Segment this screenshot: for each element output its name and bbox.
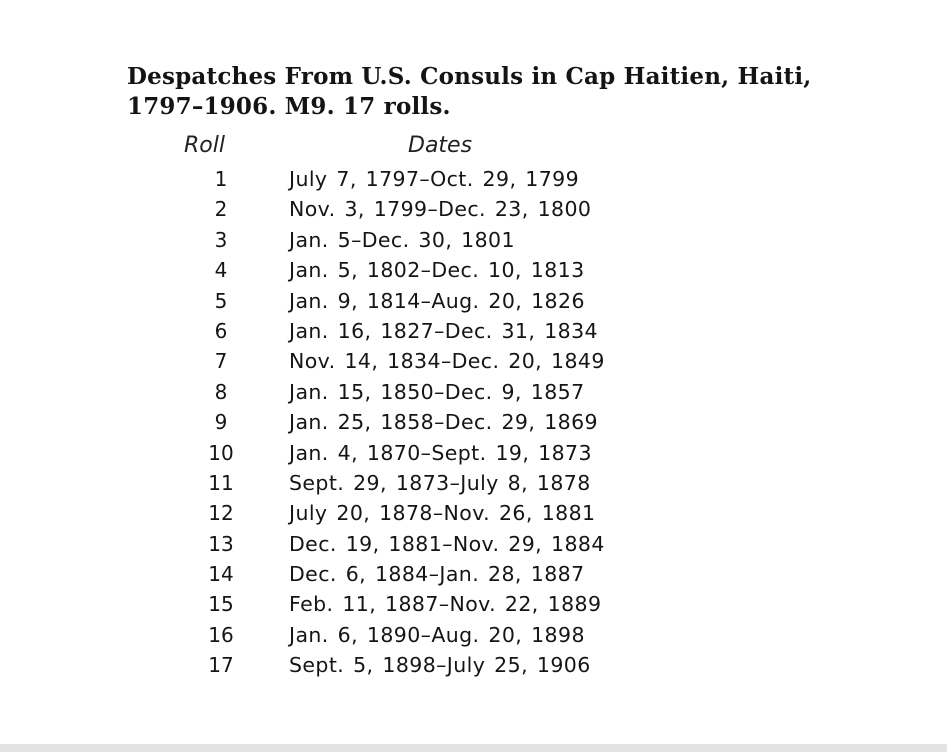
- roll-row: [0, 346, 947, 376]
- title-line-1: Despatches From U.S. Consuls in Cap Haitien, Haiti,: [127, 63, 812, 90]
- roll-number: 3: [214, 227, 228, 252]
- roll-number: 9: [214, 410, 228, 435]
- roll-number: 11: [208, 470, 234, 495]
- roll-dates: Dec. 6, 1884–Jan. 28, 1887: [289, 562, 585, 587]
- roll-number: 13: [208, 531, 234, 556]
- roll-row: [0, 559, 947, 589]
- roll-number: 14: [208, 562, 234, 587]
- roll-row: [0, 407, 947, 437]
- roll-row: [0, 194, 947, 224]
- column-header-dates: Dates: [408, 133, 473, 158]
- roll-dates: Nov. 14, 1834–Dec. 20, 1849: [289, 349, 605, 374]
- roll-row: [0, 225, 947, 255]
- roll-number: 5: [214, 288, 228, 313]
- roll-number: 8: [214, 379, 228, 404]
- roll-row: [0, 438, 947, 468]
- roll-row: [0, 498, 947, 528]
- roll-number: 12: [208, 501, 234, 526]
- page-bottom-edge: [0, 744, 947, 752]
- roll-dates: Sept. 5, 1898–July 25, 1906: [289, 653, 591, 678]
- roll-number: 1: [214, 167, 228, 191]
- roll-row: [0, 529, 947, 559]
- roll-dates: Jan. 16, 1827–Dec. 31, 1834: [289, 318, 598, 343]
- roll-dates: Dec. 19, 1881–Nov. 29, 1884: [289, 531, 605, 556]
- roll-number: 2: [214, 197, 228, 222]
- roll-number: 10: [208, 440, 234, 465]
- title-line-2: 1797–1906. M9. 17 rolls.: [127, 93, 451, 120]
- roll-number: 6: [214, 318, 228, 343]
- roll-dates: Sept. 29, 1873–July 8, 1878: [289, 470, 591, 495]
- roll-row: [0, 316, 947, 346]
- roll-number: 16: [208, 622, 234, 647]
- roll-number: 17: [208, 653, 234, 678]
- roll-dates: July 7, 1797–Oct. 29, 1799: [289, 167, 580, 191]
- document-title: [127, 62, 887, 122]
- roll-row: [0, 255, 947, 285]
- roll-row: [0, 620, 947, 650]
- roll-list: [0, 164, 947, 681]
- roll-dates: Jan. 9, 1814–Aug. 20, 1826: [289, 288, 585, 313]
- column-header-roll: Roll: [184, 133, 225, 158]
- roll-dates: Jan. 5–Dec. 30, 1801: [289, 227, 515, 252]
- roll-row: [0, 650, 947, 680]
- roll-row: [0, 286, 947, 316]
- roll-dates: Jan. 25, 1858–Dec. 29, 1869: [289, 410, 598, 435]
- roll-dates: Jan. 6, 1890–Aug. 20, 1898: [289, 622, 585, 647]
- roll-number: 15: [208, 592, 234, 617]
- roll-dates: Jan. 4, 1870–Sept. 19, 1873: [289, 440, 592, 465]
- roll-dates: Nov. 3, 1799–Dec. 23, 1800: [289, 197, 592, 222]
- roll-number: 7: [214, 349, 228, 374]
- roll-row: [0, 164, 947, 194]
- roll-row: [0, 377, 947, 407]
- roll-dates: Jan. 15, 1850–Dec. 9, 1857: [289, 379, 585, 404]
- roll-dates: Jan. 5, 1802–Dec. 10, 1813: [289, 258, 585, 283]
- roll-row: [0, 589, 947, 619]
- roll-row: [0, 468, 947, 498]
- roll-number: 4: [214, 258, 228, 283]
- roll-dates: Feb. 11, 1887–Nov. 22, 1889: [289, 592, 602, 617]
- roll-dates: July 20, 1878–Nov. 26, 1881: [289, 501, 596, 526]
